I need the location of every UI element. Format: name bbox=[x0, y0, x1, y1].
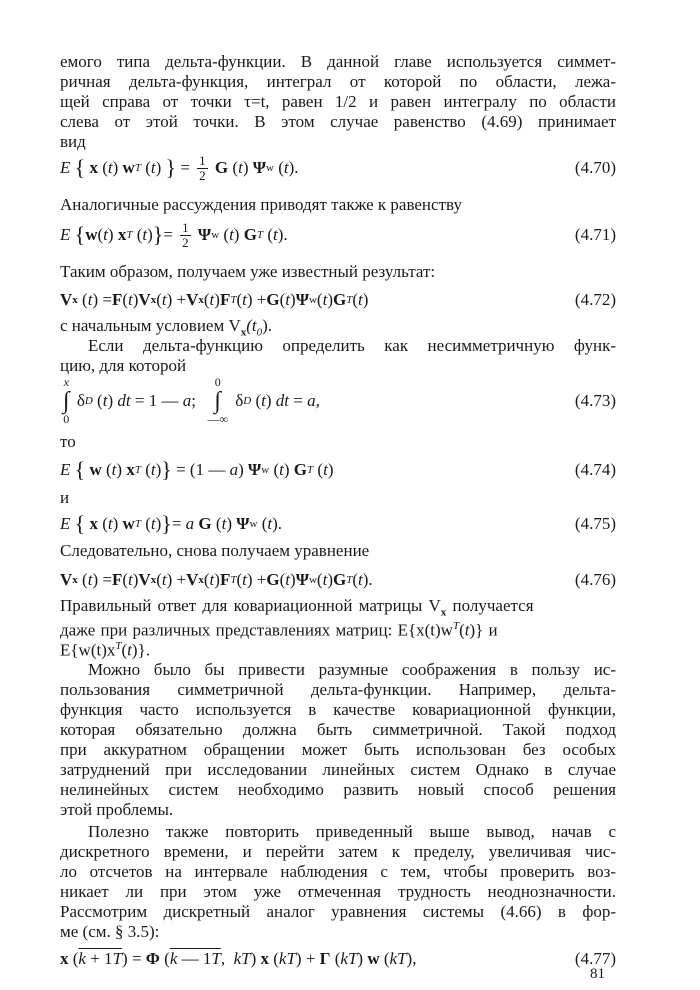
text-line: ло отсчетов на интервале наблюдения с тем, чтобы проверить воз- bbox=[60, 862, 616, 881]
equation-body: E { x ( t ) w T ( t ) } = $\frac{1}{2}$ G ( t ) Ψ w ( t ). bbox=[60, 152, 299, 183]
text-line: функция часто используется в качестве ковариационной функции, bbox=[60, 700, 616, 719]
equation-body: V x ( t ) = F ( t ) V x ( t ) + V x ( t ) F T ( t ) + G ( t ) Ψ w ( t ) G T ( t ). bbox=[60, 570, 373, 589]
text-line: Можно было бы привести разумные соображения в пользу ис- bbox=[88, 660, 616, 679]
equation-number: (4.72) bbox=[574, 290, 616, 309]
equation-body: V x ( t ) = F ( t ) V x ( t ) + V x ( t ) F T ( t ) + G ( t ) Ψ w ( t ) G T ( t ) bbox=[60, 290, 369, 309]
subscript: 0 bbox=[256, 326, 263, 339]
text-line: вид bbox=[60, 132, 86, 151]
equation-4-73 bbox=[60, 375, 616, 427]
equation-number: (4.74) bbox=[574, 460, 616, 479]
text-fragment: даже при различных представлениях матриц: E{x(t)w bbox=[60, 620, 453, 640]
text-line: Если дельта-функцию определить как несимметричную функ- bbox=[88, 336, 616, 355]
text-line: Рассмотрим дискретный аналог уравнения системы (4.66) в фор- bbox=[60, 902, 616, 921]
text-line: ричная дельта-функция, интеграл от которой по области, лежа- bbox=[60, 72, 616, 91]
text-line: даже при различных представлениях матриц: $E\{x(t)w^T(t)\}$ и bbox=[60, 620, 498, 640]
equation-number: (4.76) bbox=[574, 570, 616, 589]
text-fragment: с начальным условием V bbox=[60, 316, 241, 335]
equation-body: E { w ( t ) x T ( t ) } = $\frac{1}{2}$ Ψ w ( t ) G T ( t ). bbox=[60, 219, 288, 250]
equation-body: x ∫ 0 δ D ( t ) dt = 1 — a ; 0 ∫ —∞ δ D ( t ) dt = a , bbox=[63, 375, 320, 426]
equation-4-71 bbox=[60, 215, 616, 255]
text-line: и bbox=[60, 488, 70, 507]
text-fragment: ). bbox=[262, 316, 273, 335]
text-fragment: (t bbox=[246, 316, 257, 335]
text-line: то bbox=[60, 432, 76, 451]
text-line: которая обязательно должна быть симметричной. Такой подход bbox=[60, 720, 616, 739]
equation-4-76 bbox=[60, 560, 616, 600]
equation-4-74 bbox=[60, 450, 616, 490]
equation-number: (4.71) bbox=[574, 225, 616, 244]
equation-body: E { w ( t ) x T ( t ) } = (1 — a ) Ψ w ( t ) G T ( t ) bbox=[60, 457, 334, 482]
equation-body: E { x ( t ) w T ( t ) } = a G ( t ) Ψ w ( t ). bbox=[60, 511, 283, 536]
text-fragment: E{w(t)x bbox=[60, 640, 116, 660]
text-line: затруднений при исследовании линейных систем Однако в случае bbox=[60, 760, 616, 779]
equation-4-77 bbox=[60, 898, 616, 938]
text-line: никает ли при этом уже отмеченная трудность неоднозначности. bbox=[60, 882, 616, 901]
equation-4-72 bbox=[60, 280, 616, 320]
equation-4-77-body bbox=[60, 944, 616, 974]
text-line: Таким образом, получаем уже известный результат: bbox=[60, 262, 436, 281]
text-line: Правильный ответ для ковариационной матрицы $V_x$ получается bbox=[60, 596, 534, 619]
equation-body: x ( k + 1T ) = Φ ( k — 1T , kT ) x ( kT ) + Γ ( kT ) w ( kT ), bbox=[60, 949, 417, 968]
equation-4-70 bbox=[60, 148, 616, 188]
text-line: $E\{w(t)x^T(t)\}$. bbox=[60, 640, 150, 660]
text-line: емого типа дельта-функции. В данной главе используется симмет- bbox=[60, 52, 616, 71]
equation-number: (4.73) bbox=[574, 391, 616, 410]
text-line: ме (см. § 3.5): bbox=[60, 922, 160, 941]
text-line: Аналогичные рассуждения приводят также к равенству bbox=[60, 195, 462, 214]
equation-number: (4.75) bbox=[574, 514, 616, 533]
text-line: Следовательно, снова получаем уравнение bbox=[60, 541, 370, 560]
equation-number: (4.77) bbox=[574, 949, 616, 968]
text-line: щей справа от точки τ=t, равен 1/2 и равен интегралу по области bbox=[60, 92, 616, 111]
subscript: x bbox=[240, 326, 247, 339]
text-line: цию, для которой bbox=[60, 356, 187, 375]
text-line: пользования симметричной дельта-функции. Например, дельта- bbox=[60, 680, 616, 699]
text-line: дискретного времени, и перейти затем к пределу, увеличивая чис- bbox=[60, 842, 616, 861]
text-line: при аккуратном обращении может быть использован без особых bbox=[60, 740, 616, 759]
text-line: Полезно также повторить приведенный выше вывод, начав с bbox=[88, 822, 616, 841]
equation-4-75 bbox=[60, 504, 616, 544]
page-number: 81 bbox=[590, 966, 605, 982]
text-line: нелинейных систем необходимо развить новый способ решения bbox=[60, 780, 616, 799]
text-line: слева от этой точки. В этом случае равенство (4.69) принимает bbox=[60, 112, 616, 131]
text-fragment: Правильный ответ для ковариационной матрицы V bbox=[60, 596, 441, 615]
text-line: этой проблемы. bbox=[60, 800, 174, 819]
equation-number: (4.70) bbox=[574, 158, 616, 177]
